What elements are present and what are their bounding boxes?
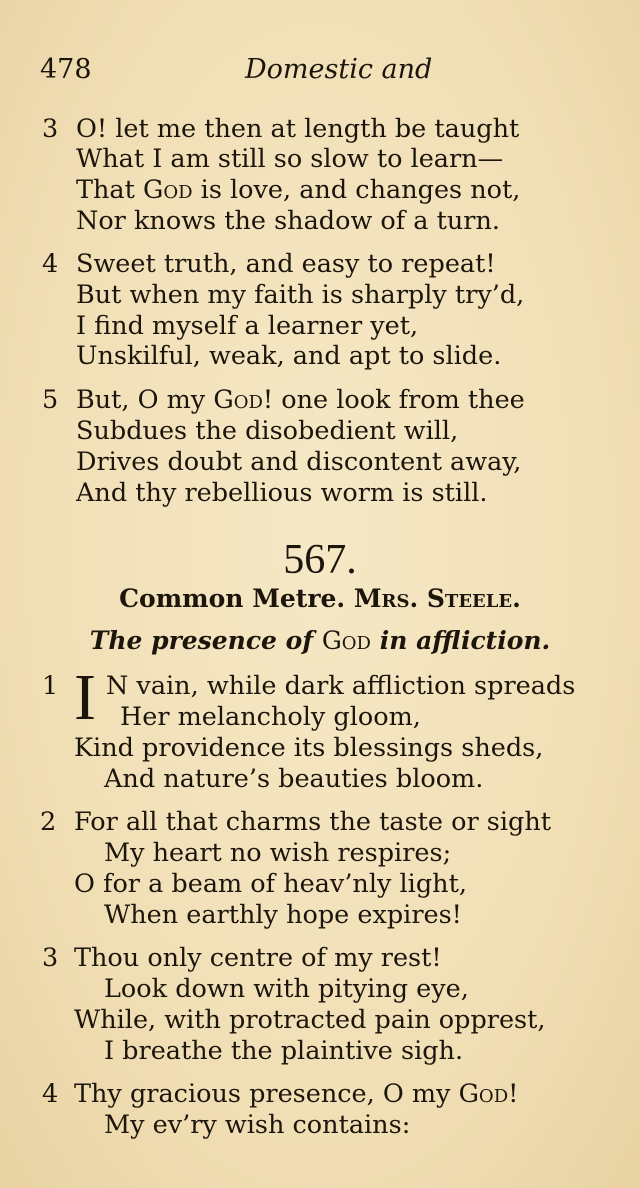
verse-line: Thou only centre of my rest! (74, 943, 442, 973)
verse-line: I breathe the plaintive sigh. (104, 1036, 464, 1066)
verse-line: That God is love, and changes not, (76, 175, 521, 205)
verse-line: Her melancholy gloom, (120, 702, 421, 732)
verse-line: But, O my God! one look from thee (76, 385, 525, 415)
running-head: Domestic and (245, 54, 433, 85)
stanza-number: 5 (42, 385, 59, 415)
verse-line: Unskilful, weak, and apt to slide. (76, 341, 502, 371)
verse-line: While, with protracted pain opprest, (74, 1005, 546, 1035)
hymn-author: Mrs. Steele. (353, 584, 521, 613)
verse-line: When earthly hope expires! (104, 900, 462, 930)
verse-line: O! let me then at length be taught (76, 114, 520, 144)
hymn-number: 567. (283, 537, 357, 583)
verse-line: O for a beam of heav’nly light, (74, 869, 467, 899)
verse-line: My heart no wish respires; (104, 838, 452, 868)
page-header (40, 54, 620, 94)
drop-cap: I (74, 661, 96, 734)
hymn-subject: The presence of God in affliction. (89, 626, 551, 655)
page-number: 478 (40, 54, 92, 85)
verse-line: My ev’ry wish contains: (104, 1110, 411, 1140)
verse-line: But when my faith is sharply try’d, (76, 280, 525, 310)
verse-line: Subdues the disobedient will, (76, 416, 459, 446)
stanza-number: 4 (42, 1079, 59, 1109)
verse-line: What I am still so slow to learn— (76, 144, 504, 174)
stanza-number: 2 (40, 807, 57, 837)
stanza-number: 1 (42, 671, 59, 701)
hymn-meter-author (0, 584, 640, 613)
verse-line: For all that charms the taste or sight (74, 807, 551, 837)
stanza-number: 3 (42, 114, 59, 144)
verse-line: Thy gracious presence, O my God! (74, 1079, 519, 1109)
stanza-number: 3 (42, 943, 59, 973)
hymn-meter: Common Metre. (119, 584, 346, 613)
stanza-number: 4 (42, 249, 59, 279)
verse-line: Nor knows the shadow of a turn. (76, 206, 500, 236)
verse-line: And nature’s beauties bloom. (104, 764, 484, 794)
verse-line: Look down with pitying eye, (104, 974, 469, 1004)
verse-line: Kind providence its blessings sheds, (74, 733, 544, 763)
verse-line: I find myself a learner yet, (76, 311, 419, 341)
verse-line: Drives doubt and discontent away, (76, 447, 522, 477)
verse-line: And thy rebellious worm is still. (76, 478, 488, 508)
verse-line: N vain, while dark affliction spreads (106, 671, 576, 701)
verse-line: Sweet truth, and easy to repeat! (76, 249, 496, 279)
